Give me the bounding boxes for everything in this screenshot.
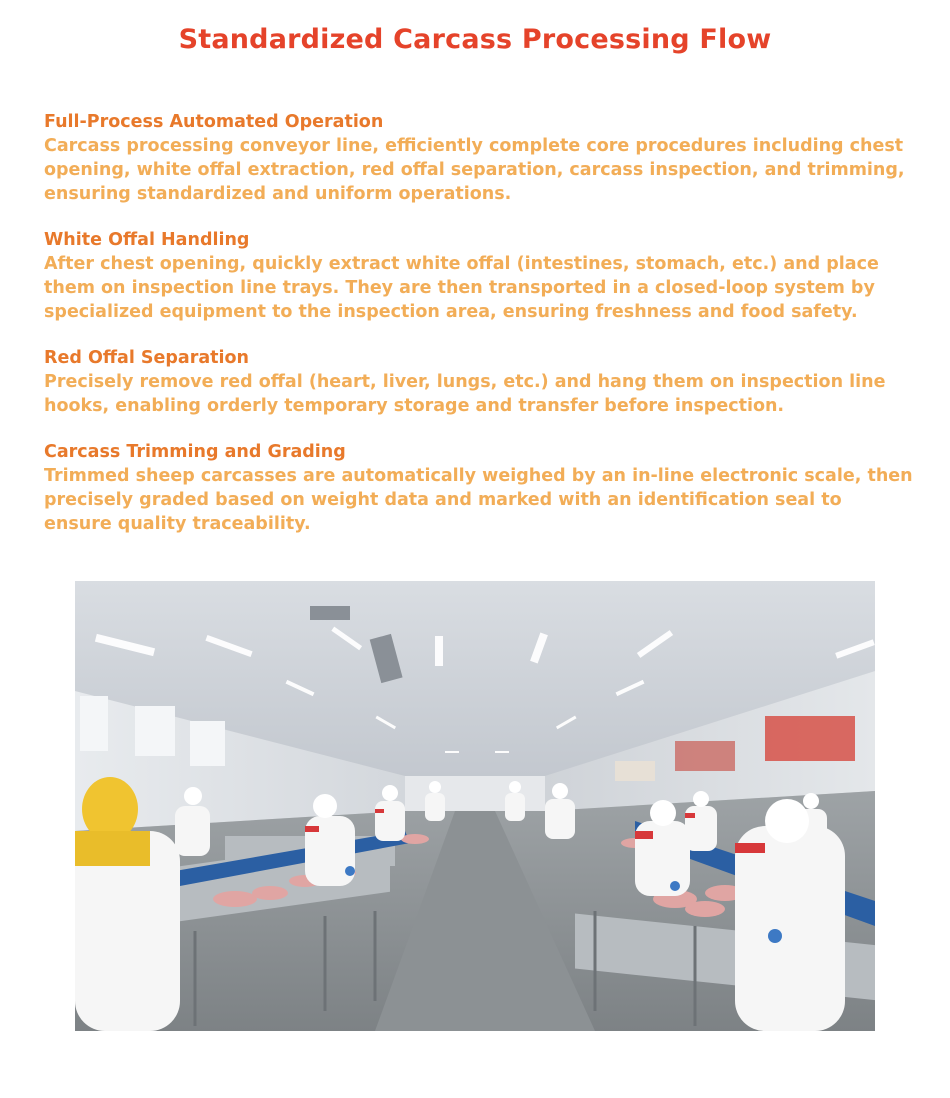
section-heading: Full-Process Automated Operation [44, 112, 384, 132]
section-trimming-grading [44, 440, 914, 536]
content-area [44, 110, 914, 558]
page-title: Standardized Carcass Processing Flow [178, 24, 772, 55]
section-body: After chest opening, quickly extract white offal (intestines, stomach, etc.) and place them on inspection line trays. They are then transported in a closed-loop system by specialized equipment to the inspection area, ensuring freshness and food safety. [44, 254, 879, 322]
section-body: Carcass processing conveyor line, efficiently complete core procedures including chest opening, white offal extraction, red offal separation, carcass inspection, and trimming, ensuring standardized and uniform operations. [44, 136, 905, 204]
section-heading: Carcass Trimming and Grading [44, 442, 346, 462]
section-body: Precisely remove red offal (heart, liver, lungs, etc.) and hang them on inspection line hooks, enabling orderly temporary storage and transfer before inspection. [44, 372, 886, 416]
section-red-offal [44, 346, 914, 418]
section-body: Trimmed sheep carcasses are automatically weighed by an in-line electronic scale, then precisely graded based on weight data and marked with an identification seal to ensure quality traceability. [44, 466, 913, 534]
processing-hall-illustration [75, 581, 875, 1031]
section-heading: Red Offal Separation [44, 348, 250, 368]
section-white-offal [44, 228, 914, 324]
section-automated-operation [44, 110, 914, 206]
section-heading: White Offal Handling [44, 230, 250, 250]
processing-hall-photo [75, 581, 875, 1031]
